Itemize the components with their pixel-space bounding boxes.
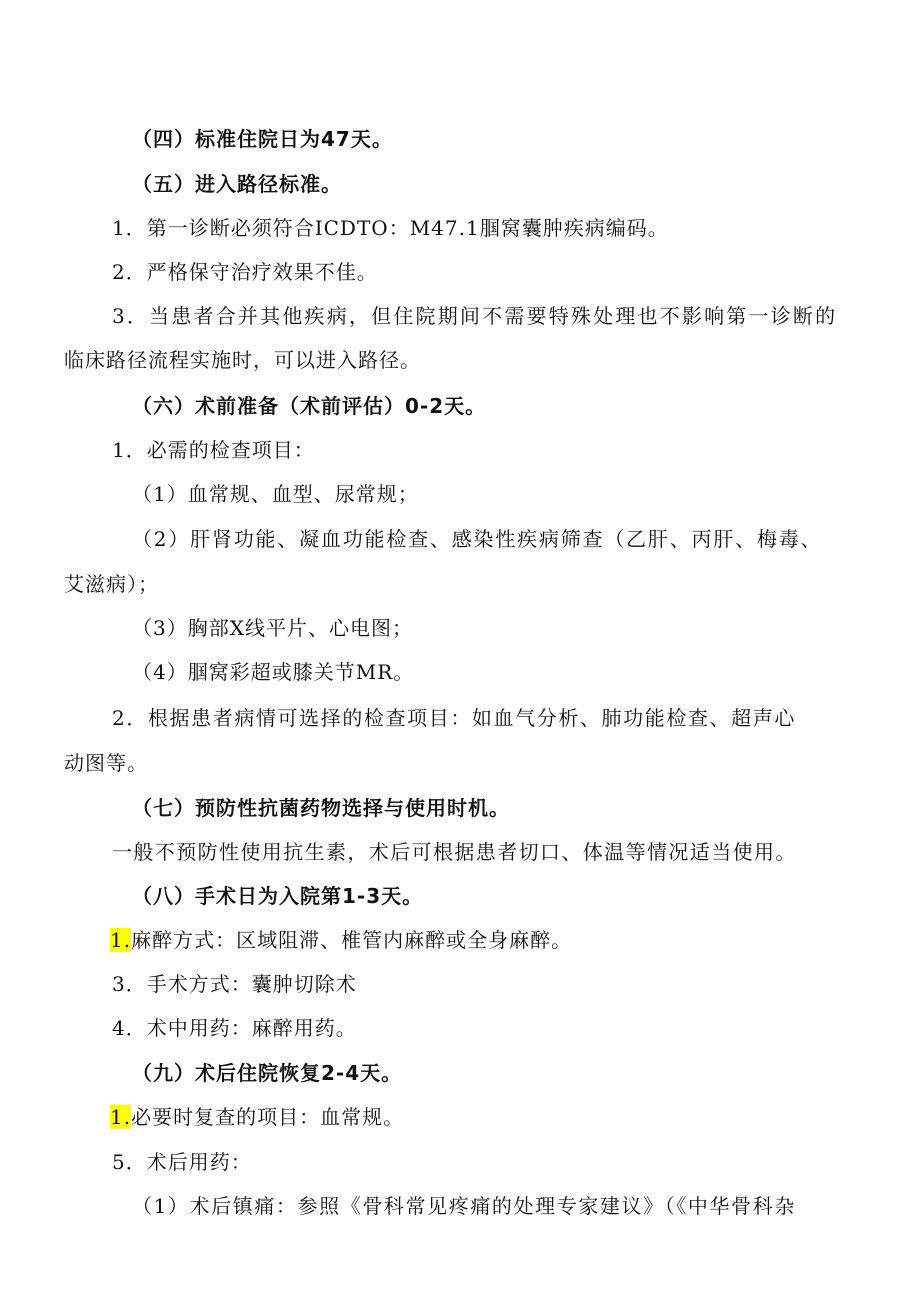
section-8-item-1: [110, 926, 572, 954]
section-8-item-4: 4．术中用药：麻醉用药。: [112, 1016, 357, 1040]
heading-section-6: （六）术前准备（术前评估）0-2天。: [132, 394, 487, 418]
highlighted-item-number: 1.: [110, 1105, 132, 1129]
section-9-item-5: 5．术后用药：: [112, 1150, 252, 1174]
section-6-sub-4: （4）腘窝彩超或膝关节MR。: [132, 660, 415, 684]
heading-section-7: （七）预防性抗菌药物选择与使用时机。: [132, 796, 510, 820]
section-5-item-3-line-1: 3．当患者合并其他疾病，但住院期间不需要特殊处理也不影响第一诊断的: [112, 304, 838, 328]
section-5-item-3-line-2: 临床路径流程实施时，可以进入路径。: [64, 348, 421, 372]
section-6-sub-1: （1）血常规、血型、尿常规；: [132, 482, 419, 506]
section-5-item-1: 1．第一诊断必须符合ICDTO：M47.1腘窝囊肿疾病编码。: [112, 216, 669, 240]
section-8-item-1-text: 麻醉方式：区域阻滞、椎管内麻醉或全身麻醉。: [131, 928, 573, 952]
section-7-text: 一般不预防性使用抗生素，术后可根据患者切口、体温等情况适当使用。: [112, 840, 797, 864]
section-8-item-3: 3．手术方式：囊肿切除术: [112, 972, 357, 996]
section-6-item-2-line-2: 动图等。: [64, 751, 148, 775]
section-6-item-1: 1．必需的检查项目：: [112, 438, 315, 462]
section-9-sub-1: （1）术后镇痛：参照《骨科常见疼痛的处理专家建议》（《中华骨科杂: [132, 1194, 796, 1218]
heading-section-5: （五）进入路径标准。: [132, 172, 342, 196]
section-5-item-2: 2．严格保守治疗效果不佳。: [112, 260, 378, 284]
heading-section-4: （四）标准住院日为47天。: [132, 127, 393, 151]
heading-section-8: （八）手术日为入院第1-3天。: [132, 884, 424, 908]
highlighted-item-number: 1.: [110, 928, 132, 952]
section-6-sub-2-line-1: （2）肝肾功能、凝血功能检查、感染性疾病筛查（乙肝、丙肝、梅毒、: [132, 527, 823, 551]
section-6-item-2-line-1: 2．根据患者病情可选择的检查项目：如血气分析、肺功能检查、超声心: [112, 706, 796, 730]
heading-section-9: （九）术后住院恢复2-4天。: [132, 1061, 403, 1085]
section-6-sub-2-line-2: 艾滋病）；: [64, 572, 159, 596]
section-9-item-1: [110, 1103, 404, 1131]
section-6-sub-3: （3）胸部X线平片、心电图；: [132, 616, 413, 640]
section-9-item-1-text: 必要时复查的项目：血常规。: [131, 1105, 405, 1129]
